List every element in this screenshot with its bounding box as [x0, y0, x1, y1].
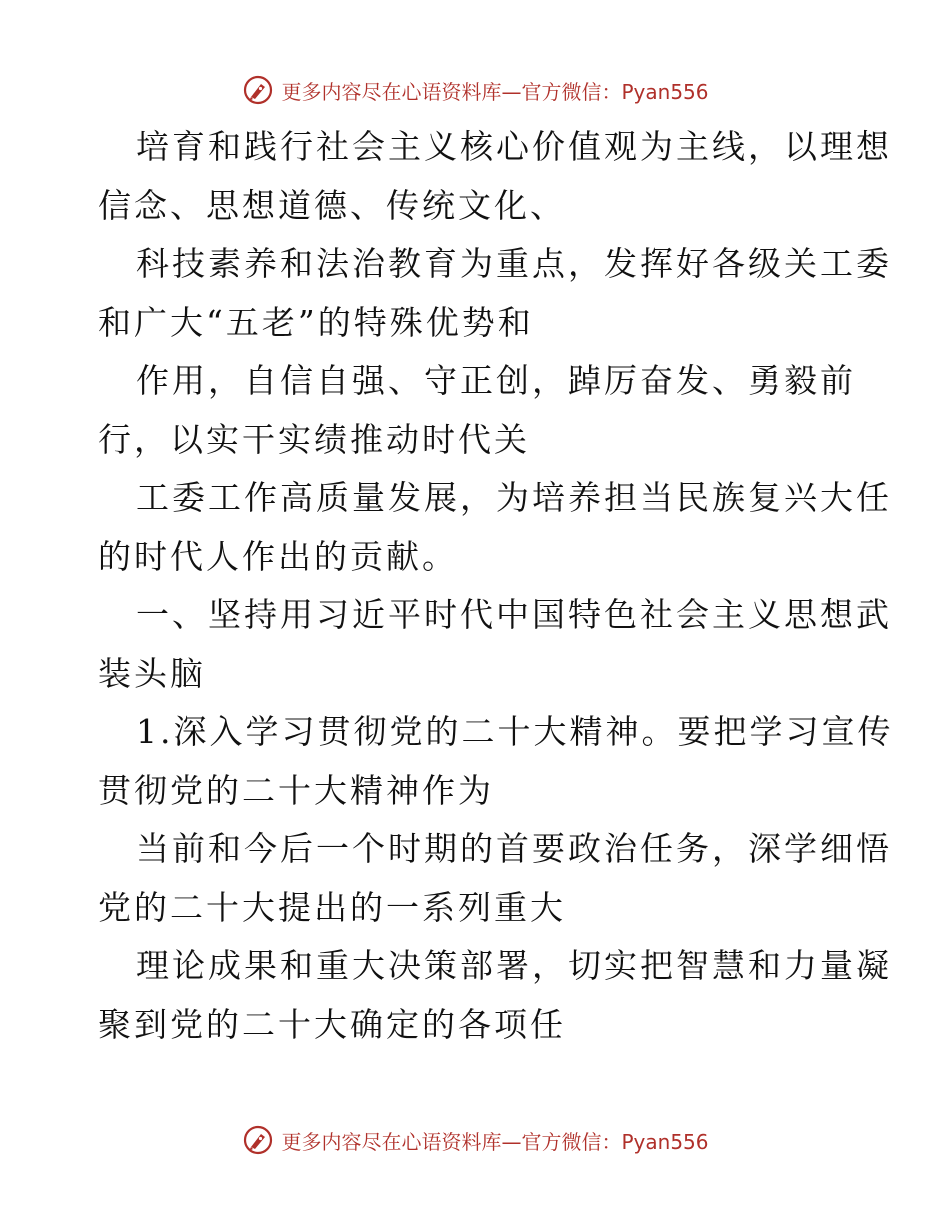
banner-title: 更多内容尽在心语资料库—官方微信：	[281, 79, 622, 104]
pen-nib-icon	[241, 1123, 275, 1157]
text-line: 和广大“五老”的特殊优势和	[98, 302, 534, 342]
text-line: 科技素养和法治教育为重点，发挥好各级关工委	[136, 244, 892, 283]
text-line: 聚到党的二十大确定的各项任	[98, 1004, 566, 1044]
banner-text	[281, 76, 708, 105]
pen-nib-icon	[241, 73, 275, 107]
wechat-id: Pyan556	[621, 79, 709, 104]
wechat-id: Pyan556	[621, 1129, 709, 1154]
text-line: 的时代人作出的贡献。	[98, 536, 458, 576]
header-banner	[0, 70, 950, 110]
text-line: 作用，自信自强、守正创，踔厉奋发、勇毅前	[136, 361, 856, 400]
text-line: 信念、思想道德、传统文化、	[98, 185, 566, 225]
text-line: 当前和今后一个时期的首要政治任务，深学细悟	[136, 829, 892, 868]
footer-banner	[0, 1120, 950, 1160]
text-line: 工委工作高质量发展，为培养担当民族复兴大任	[136, 478, 892, 517]
text-line: 培育和践行社会主义核心价值观为主线，以理想	[136, 127, 892, 166]
text-line: 装头脑	[98, 653, 206, 693]
document-body	[98, 118, 894, 1054]
banner-title: 更多内容尽在心语资料库—官方微信：	[281, 1129, 622, 1154]
text-line: 1.深入学习贯彻党的二十大精神。要把学习宣传	[136, 712, 894, 751]
text-line: 党的二十大提出的一系列重大	[98, 887, 566, 927]
text-line: 行，以实干实绩推动时代关	[98, 419, 530, 459]
text-line: 理论成果和重大决策部署，切实把智慧和力量凝	[136, 946, 892, 985]
text-line: 一、坚持用习近平时代中国特色社会主义思想武	[136, 595, 892, 634]
banner-text	[281, 1126, 708, 1155]
text-line: 贯彻党的二十大精神作为	[98, 770, 494, 810]
